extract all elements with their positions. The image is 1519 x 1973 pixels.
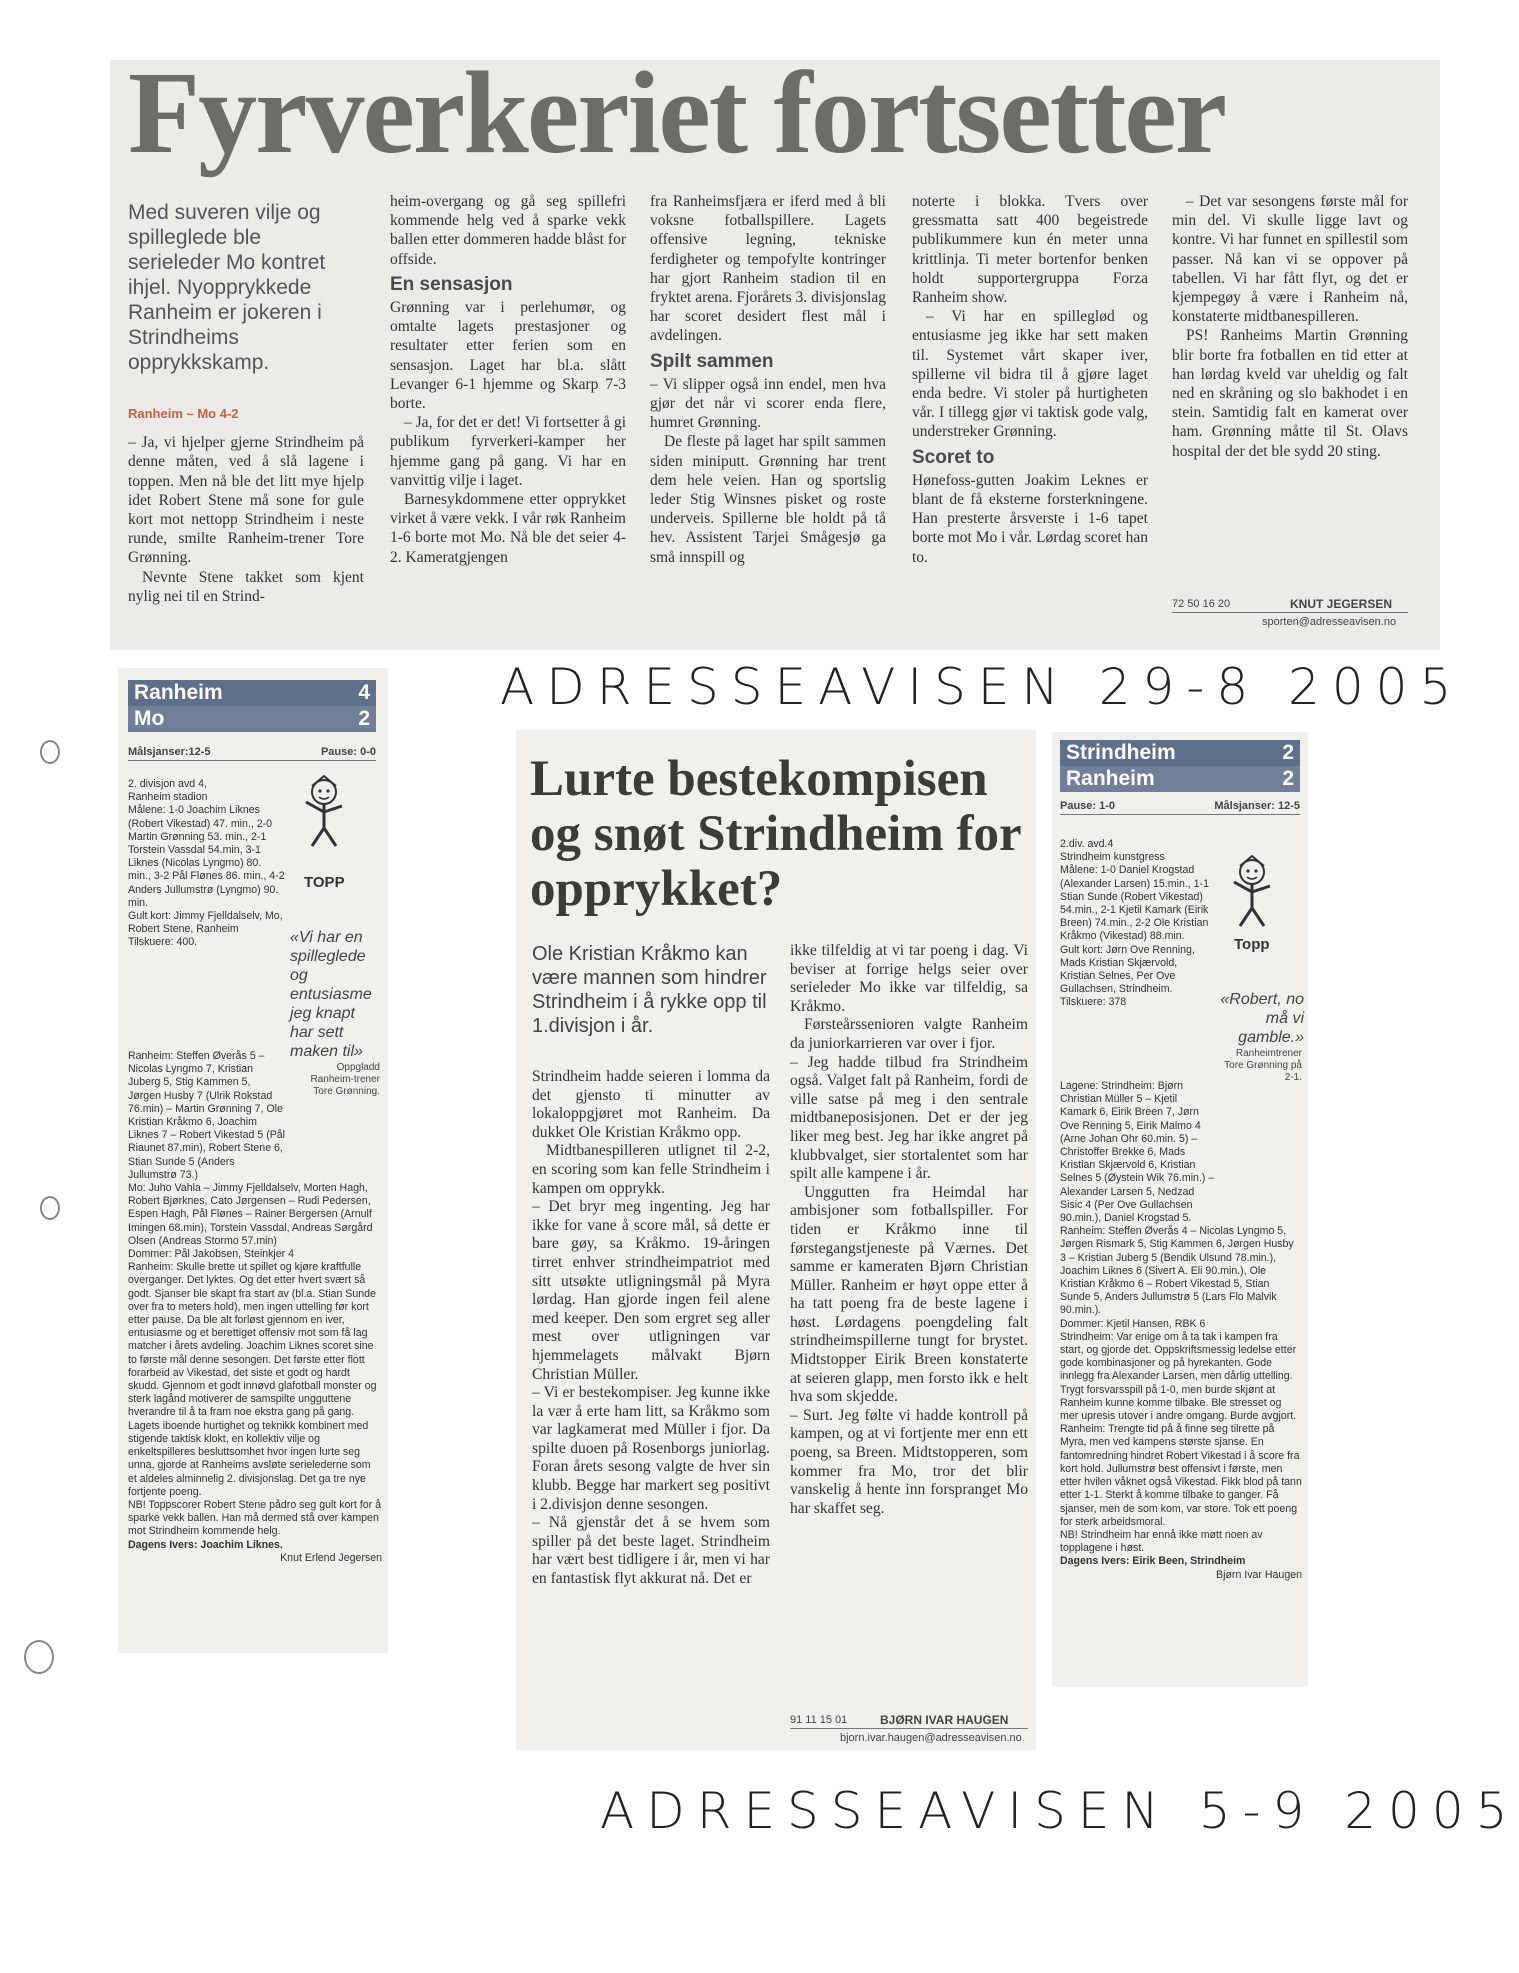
- article1-col2-p1: heim-overgang og gå seg spillefri kommende helg ved å sparke vekk ballen etter dommeren hadde blåst for offside.: [390, 193, 626, 268]
- article2-col2-p5: – Surt. Jeg følte vi hadde kontroll på kampen, og at vi fortjente mer enn ett poeng, sa Breen. Midtstopperen, som kommer fra Mo, tror det blir vanskelig å hente inn forspranget Mo har skaffet seg.: [790, 1406, 1028, 1517]
- factbox2-assessment-strindheim: Strindheim: Var enige om å ta tak i kampen fra start, og gjorde det. Oppskriftsmessig ledelse etter gode kombinasjoner og på hyrekanten. Gode innlegg fra Alexander Larsen, men dårlig uttelling. Trygt forsvarsspill på 1-0, men burde skjønt at Ranheim kunne komme tilbake. Ble stresset og mer upresis utover i andre omgang. Burde avgjort.: [1060, 1330, 1297, 1423]
- article2-col2-p4: Unggutten fra Heimdal har ambisjoner som fotballspiller. For tiden er Kråkmo inne til førstegangstjeneste på Værnes. Det samme er kameraten Bjørn Christian Müller. Ranheim er høyt oppe etter å ha tatt poeng fra de beste lagene i høst. Lørdagens poengdeling falt strindheimspillerne tungt for brystet. Midtstopper Eirik Breen konstaterte at seieren glapp, men forsto ikk e helt hva som skjedde.: [790, 1183, 1028, 1406]
- article1-author-name: KNUT JEGERSEN: [1290, 597, 1393, 611]
- article1-col1-p2: Nevnte Stene takket som kjent nylig nei til en Strind-: [128, 568, 364, 605]
- factbox1-dagens-ivers: Dagens Ivers: Joachim Liknes.: [128, 1538, 283, 1551]
- quote-box1: «Vi har en spilleglede og entusiasme jeg knapt har sett maken til»: [290, 929, 372, 1060]
- article2-col1-p3: – Det bryr meg ingenting. Jeg har ikke for vane å score mål, så dette er bare gøy, sa Kråkmo. 19-åringen tirret enhver strindheimpatriot med sitt utsøkte utligningsmål på Myra lørdag. Han gjorde ingen feil alene med keeper. Den som ergret seg aller mest over utligningen var hjemmelagets målvakt Bjørn Christian Müller.: [532, 1198, 770, 1383]
- article1-email: sporten@adresseavisen.no: [1262, 616, 1397, 628]
- article2-byline-rule: [790, 1728, 1028, 1729]
- article1-col5-p1: – Det var sesongens første mål for min del. Vi skulle ligge lavt og kontre. Vi har funnet en spillestil som passer. Nå kan vi se oppover på tabellen. Vi har fått flyt, og det er kjempegøy å være i Ranheim nå, konstaterte midtbanespilleren.: [1172, 193, 1408, 326]
- article1-col1: [128, 404, 364, 606]
- article1-col1-p1: – Ja, vi hjelper gjerne Strindheim på denne måten, ved å slå lagene i toppen. Men nå ble det litt mye hjelp idet Robert Stene må sone for gule kort mot nettopp Strindheim i neste runde, smilte Ranheim-trener Tore Grønning.: [128, 434, 364, 567]
- scorebox1-score-away: 2: [358, 707, 370, 730]
- factbox2-referee: Dommer: Kjetil Hansen, RBK 6: [1060, 1317, 1206, 1330]
- factbox2-lineup-ranheim: Ranheim: Steffen Øverås 4 – Nicolas Lyngmo 5, Jørgen Rismark 5, Stig Kammen 6, Jørgen Husby 3 – Kristian Juberg 5 (Bendik Ulsund 78.min.), Joachim Liknes 6 (Sivert A. Eli 90.min.), Ole Kristian Kråkmo 6 – Robert Vikestad 5, Stian Sunde 5, Anders Jullumstrø 5 (Lars Flo Malvik 90.min.).: [1060, 1225, 1294, 1317]
- scorebox2-malsjanser: Målsjanser: 12-5: [1214, 800, 1300, 812]
- article1-subhead-sensasjon: En sensasjon: [390, 273, 513, 295]
- article2-author: [880, 1713, 1008, 1727]
- quote-credit-box1: Oppgladd Ranheim-trener Tore Grønning.: [310, 1062, 380, 1097]
- article2-col2-p3: – Jeg hadde tilbud fra Strindheim også. Valget falt på Ranheim, fordi de ville satse på meg i den sentrale midtbaneposisjonen. Det er der jeg liker meg best. Jeg har ikke angret på klubbvalget, sier stortalentet som har spilt alle kampene i år.: [790, 1053, 1028, 1183]
- factbox1-lineup-mo: Mo: Juho Vahla – Jimmy Fjelldalselv, Morten Hagh, Robert Bjørknes, Cato Jørgensen – Rudi Pedersen, Espen Hagh, Pål Flønes – Rainer Bergersen (Arnulf Imingen 68.min), Torstein Vassdal, Andreas Sørgård Olsen (Andreas Stormo 57.min): [128, 1182, 373, 1247]
- topp-label-2: Topp: [1234, 936, 1270, 953]
- article1-subhead-scoret-to: Scoret to: [912, 446, 995, 468]
- article2-col2-p2: Førsteårssenioren valgte Ranheim da juniorkarrieren var over i fjor.: [790, 1016, 1028, 1052]
- binder-hole-middle: [40, 1196, 60, 1220]
- factbox2-lineup-strindheim: Lagene: Strindheim: Bjørn Christian Müller 5 – Kjetil Kamark 6, Eirik Breen 7, Jørn Ove Renning 5, Eirik Malmo 4 (Arne Johan Ohr 60.min. 5) – Christoffer Brekke 6, Mads Kristian Skjærvold 6, Kristian Selnes 5 (Øystein Wik 76.min.) – Alexander Larsen 5, Nedzad Sisic 4 (Per Ove Gullachsen 90.min.), Daniel Krogstad 5.: [1060, 1080, 1215, 1225]
- factbox1-yellow-cards: Gult kort: Jimmy Fjelldalselv, Mo, Robert Stene, Ranheim: [128, 910, 283, 936]
- article1-col5-p2: PS! Ranheims Martin Grønning blir borte fra fotballen en tid etter at han lørdag kveld var uheldig og falt ned en skråning og slo bakhodet i en stein. Samtidig falt en kamerat over ham. Grønning måtte til St. Olavs hospital der det ble sydd 20 sting.: [1172, 327, 1408, 460]
- article1-col4-p1: noterte i blokka. Tvers over gressmatta satt 400 begeistrede publikummere kun én meter unna krittlinja. Ti meter bortenfor benken holdt supportergruppa Forza Ranheim show.: [912, 193, 1148, 307]
- factbox1-referee: Dommer: Pål Jakobsen, Steinkjer 4: [128, 1248, 295, 1261]
- factbox2-note: NB! Strindheim har ennå ikke møtt noen av topplagene i høst.: [1060, 1528, 1263, 1555]
- handwritten-date-2: ADRESSEAVISEN 5-9 2005: [600, 1782, 1519, 1840]
- factbox2-text-wide: [1060, 1080, 1302, 1582]
- article2-col1-p1: Strindheim hadde seieren i lomma da det gjensto ti minutter av lokaloppgjøret mot Ranheim. Da dukket Ole Kristian Kråkmo opp.: [532, 1068, 770, 1141]
- article1-col2: [390, 192, 626, 567]
- article1-col3-p2: – Vi slipper også inn endel, men hva gjør det når vi scorer enda flere, humret Grønning.: [650, 375, 886, 432]
- scorebox2-team-away: Ranheim: [1066, 767, 1155, 790]
- article1-col4-p3: Hønefoss-gutten Joakim Leknes er blant de få eksterne forsterkningene. Han presterte årsverste i 1-6 tapet borte mot Mo i vår. Lørdag scoret han to.: [912, 471, 1148, 566]
- factbox1-text-wide: [128, 1050, 382, 1565]
- factbox1-author: Knut Erlend Jegersen: [280, 1551, 382, 1564]
- article2-col1: [532, 1068, 770, 1589]
- article2-col1-p2: Midtbanespilleren utlignet til 2-2, en scoring som kan felle Strindheim i kampen om opprykk.: [532, 1142, 770, 1197]
- scorebox2-score-away: 2: [1282, 767, 1294, 790]
- article1-col4: [912, 192, 1148, 567]
- article2-col1-p5: – Nå gjenstår det å se hvem som spiller på det beste laget. Strindheim har vært best tidligere i år, men vi har en fantastisk flyt akkurat nå. Det er: [532, 1514, 770, 1588]
- article1-score-line: Ranheim – Mo 4-2: [128, 406, 239, 421]
- article1-author: [1290, 597, 1392, 611]
- factbox2-venue: Strindheim kunstgress: [1060, 851, 1165, 864]
- factbox1-assessment: Ranheim: Skulle brette ut spillet og kjøre kraftfulle overganger. Det lyktes. Og det etter hvert svært så godt. Sjanser ble skapt fra start av (bl.a. Stian Sunde over fra to meters hold), men ingen uttelling før kort etter pause. Da ble alt forløst gjennom en iver, entusiasme og et berettiget offensiv mot som få lag matcher i årets avdeling. Joachim Liknes scoret sine to første mål denne sesongen. Det første etter flott forarbeid av Vikestad, det siste et godt og hardt skudd. Gjennom et godt innøvd glafotball monster og sterk lagånd motiverer de samspilte ungguttene hverandre til å ta fram noe ekstra gang på gang. Lagets iboende hurtighet og teknikk kombinert med stigende taktisk klokt, en kollektiv vilje og enkeltspilleres besluttsomhet hvor ingen lurte seg unna, gjorde at Ranheims avsløte serielederne som et aldeles alminnelig 2. divisjonslag. Det ga tre nye fortjente poeng.: [128, 1261, 377, 1498]
- article2-col2-p1: ikke tilfeldig at vi tar poeng i dag. Vi beviser at forrige helgs seier over serieleder Mo ikke var tilfeldig, sa Kråkmo.: [790, 942, 1028, 1015]
- article1-col3-p1: fra Ranheimsfjæra er iferd med å bli voksne fotballspillere. Lagets offensive legning, tekniske ferdigheter og tempofylte kontringer har gjort Ranheim stadion til en fryktet arena. Fjorårets 3. divisjonslag har scoret desidert flest mål i avdelingen.: [650, 193, 886, 345]
- scorebox2-stats: [1060, 800, 1300, 815]
- article1-headline: Fyrverkeriet fortsetter: [128, 47, 1226, 178]
- factbox1-note: NB! Toppscorer Robert Stene pådro seg gult kort for å sparke vekk ballen. Han må dermed stå over kampen mot Strindheim kommende helg.: [128, 1498, 382, 1538]
- article1-lead: Med suveren vilje og spilleglede ble serieleder Mo kontret ihjel. Nyopprykkede Ranheim er jokeren i Strindheims opprykkskamp.: [128, 201, 326, 374]
- scorebox-strindheim-ranheim: [1060, 740, 1300, 792]
- scorebox1-row-home: [128, 680, 376, 706]
- scorebox1-malsjanser: Målsjanser:12-5: [128, 746, 211, 758]
- factbox1-division: 2. divisjon avd 4,: [128, 778, 207, 790]
- article1-byline-rule: [1172, 612, 1408, 613]
- article2-photo-code: 91 11 15 01: [790, 1714, 848, 1726]
- factbox1-goals: Målene: 1-0 Joachim Liknes (Robert Vikestad) 47. min., 2-0 Martin Grønning 53. min., 2-1 Torstein Vassdal 54.min, 3-1 Liknes (Nicolas Lyngmo) 80. min., 3-2 Pål Flønes 86. min., 4-2 Anders Jullumstrø (Lyngmo) 90. min.: [128, 804, 285, 909]
- factbox2-text: [1060, 838, 1212, 1010]
- scorebox2-row-away: [1060, 766, 1300, 792]
- scorebox1-pause: Pause: 0-0: [320, 746, 376, 758]
- mascot-figure-icon-2: [1226, 852, 1280, 932]
- article1-subhead-spilt-sammen: Spilt sammen: [650, 350, 774, 372]
- handwritten-date-1: ADRESSEAVISEN 29-8 2005: [500, 658, 1464, 716]
- article2-headline: Lurte bestekompisen og snøt Strindheim for opprykket?: [530, 751, 1021, 917]
- scorebox2-team-home: Strindheim: [1066, 741, 1176, 764]
- article1-col2-p2: Grønning var i perlehumør, og omtalte lagets prestasjoner og resultater etter ferien som en sensasjon. Laget har bl.a. slått Levanger 6-1 hjemme og Skarp 7-3 borte.: [390, 299, 626, 413]
- article1-col4-p2: – Vi har en spilleglød og entusiasme jeg ikke har sett maken til. Systemet vårt skaper iver, spillerne vil bidra til å gjøre laget enda bedre. Vi stoler på hurtigheten vår. I tillegg gjør vi taktisk gode valg, understreker Grønning.: [912, 308, 1148, 441]
- factbox2-goals: Målene: 1-0 Daniel Krogstad (Alexander Larsen) 15.min., 1-1 Stian Sunde (Robert Vikestad) 54.min., 2-1 Kjetil Kamark (Eirik Breen) 74.min., 2-2 Ole Kristian Kråkmo (Vikestad) 88.min.: [1060, 864, 1209, 943]
- quote-box2: «Robert, no må vi gamble.»: [1220, 991, 1304, 1046]
- article2-col2: [790, 942, 1028, 1518]
- factbox2-dagens-ivers: Dagens Ivers: Eirik Been, Strindheim: [1060, 1555, 1246, 1568]
- scorebox1-stats: [128, 746, 376, 761]
- article1-col2-p3: – Ja, for det er det! Vi fortsetter å gi publikum fyrverkeri-kamper her hjemme gang på gang. Vi har en vanvittig vilje i laget.: [390, 414, 626, 489]
- factbox1-attendance: Tilskuere: 400.: [128, 936, 198, 949]
- scorebox1-team-home: Ranheim: [134, 681, 223, 704]
- scorebox1-row-away: [128, 706, 376, 732]
- factbox2-assessment-ranheim: Ranheim: Trengte tid på å finne seg tilrette på Myra, men ved kampens største sjanse. En fantomredning hindret Robert Vikestad i å score fra kort hold. Jullumstrø best offensivt i første, men etter hvilen våknet også Vikestad. Fikk blod på tann etter 1-1. Sterkt å komme tilbake to ganger. Få sjanser, men de som kom, var store. Tok ett poeng for sterk arbeidsmoral.: [1060, 1423, 1302, 1528]
- article1-col3: [650, 192, 886, 567]
- factbox1-lineup-ranheim: Ranheim: Steffen Øverås 5 – Nicolas Lyngmo 7, Kristian Juberg 5, Stig Kammen 5, Jørgen Husby 7 (Ulrik Rokstad 76.min) – Martin Grønning 7, Ole Kristian Kråkmo 6, Joachim Liknes 7 – Robert Vikestad 5 (Pål Riaunet 87.min), Robert Stene 6, Stian Sunde 5 (Anders Jullumstrø 73.): [128, 1050, 286, 1181]
- mascot-figure-icon: [298, 772, 352, 852]
- scorebox2-row-home: [1060, 740, 1300, 766]
- scorebox1-team-away: Mo: [134, 707, 165, 730]
- article2-email: bjorn.ivar.haugen@adresseavisen.no: [840, 1732, 1022, 1744]
- topp-label-1: TOPP: [304, 874, 345, 891]
- binder-hole-top: [40, 740, 60, 764]
- article1-col2-p4: Barnesykdommene etter opprykket virket å være vekk. I vår røk Ranheim 1-6 borte mot Mo. Nå ble det seier 4-2. Kameratgjengen: [390, 491, 626, 566]
- factbox2-division: 2.div. avd.4: [1060, 838, 1114, 850]
- binder-hole-bottom: [24, 1640, 54, 1674]
- article1-col3-p3: De fleste på laget har spilt sammen siden miniputt. Grønning har trent dem hele veien. Han og sportslig leder Stig Winsnes pisket og roste underveis. Spillerne ble holdt på tå hev. Assistent Tarjei Smågesjø ga små innspill og: [650, 433, 886, 566]
- quote-credit-box2: Ranheimtrener Tore Grønning på 2-1.: [1224, 1048, 1302, 1083]
- article2-lead: Ole Kristian Kråkmo kan være mannen som hindrer Strindheim i å rykke opp til 1.divisjon i år.: [532, 943, 767, 1037]
- factbox2-yellow-cards: Gult kort: Jørn Ove Renning, Mads Kristian Skjærvold, Kristian Selnes, Per Ove Gullachsen, Strindheim.: [1060, 943, 1195, 996]
- factbox1-text: [128, 778, 286, 950]
- scorebox2-pause: Pause: 1-0: [1060, 800, 1116, 812]
- article2-author-name: BJØRN IVAR HAUGEN: [880, 1713, 1009, 1727]
- article1-col5: [1172, 192, 1408, 461]
- article1-photo-code: 72 50 16 20: [1172, 598, 1231, 610]
- factbox2-attendance: Tilskuere: 378: [1060, 996, 1127, 1009]
- scorebox2-score-home: 2: [1282, 741, 1294, 764]
- scorebox1-score-home: 4: [358, 681, 370, 704]
- scorebox-ranheim-mo: [128, 680, 376, 732]
- factbox1-venue: Ranheim stadion: [128, 791, 208, 804]
- article2-col1-p4: – Vi er bestekompiser. Jeg kunne ikke la vær å erte ham litt, sa Kråkmo som var lagkamerat med Müller i fjor. Da spilte duoen på Rosenborgs juniorlag. Foran årets sesong valgte de hver sin klubb. Begge har markert seg positivt i 2.divisjon denne sesongen.: [532, 1384, 770, 1513]
- factbox2-author: Bjørn Ivar Haugen: [1216, 1568, 1302, 1581]
